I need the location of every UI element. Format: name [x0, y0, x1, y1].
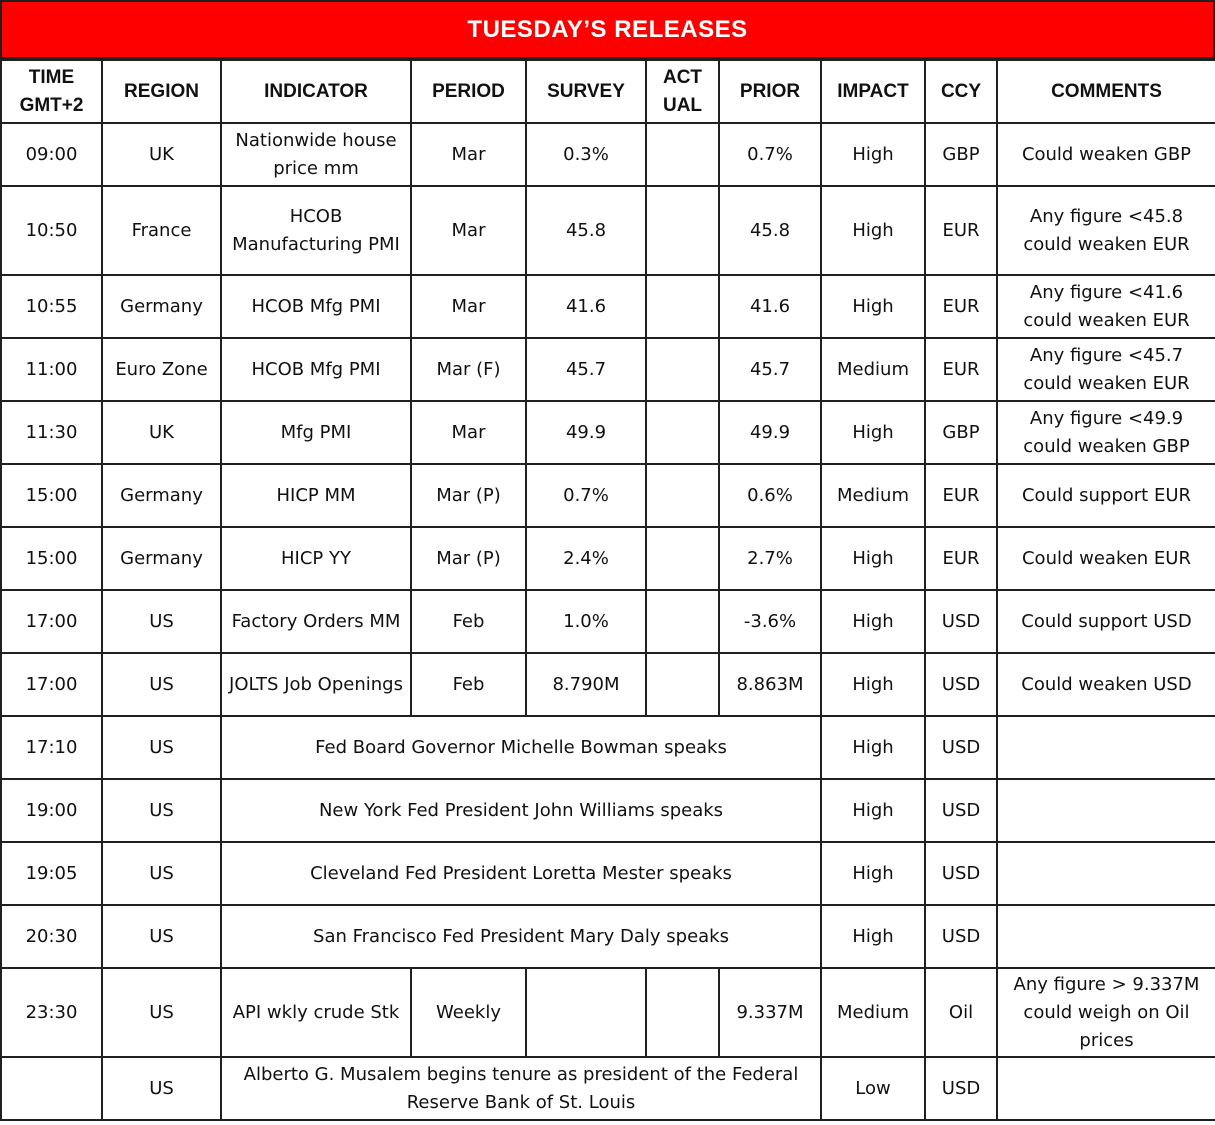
cell-time: 15:00 [1, 464, 102, 527]
cell-time [1, 1057, 102, 1120]
cell-time: 09:00 [1, 123, 102, 186]
cell-event: Cleveland Fed President Loretta Mester speaks [221, 842, 821, 905]
cell-impact: Medium [821, 338, 925, 401]
event-row [1, 842, 1215, 905]
cell-survey: 1.0% [526, 590, 646, 653]
cell-indicator: HICP YY [221, 527, 411, 590]
cell-prior: 8.863M [719, 653, 821, 716]
cell-prior: 45.7 [719, 338, 821, 401]
cell-ccy: USD [925, 653, 997, 716]
cell-impact: High [821, 186, 925, 275]
header-actual: ACT UAL [646, 60, 719, 123]
cell-actual [646, 653, 719, 716]
cell-comments [997, 779, 1215, 842]
cell-comments: Any figure <45.8 could weaken EUR [997, 186, 1215, 275]
table-row [1, 338, 1215, 401]
cell-prior: 0.6% [719, 464, 821, 527]
cell-time: 19:00 [1, 779, 102, 842]
header-impact: IMPACT [821, 60, 925, 123]
cell-survey: 49.9 [526, 401, 646, 464]
cell-region: France [102, 186, 221, 275]
cell-ccy: EUR [925, 186, 997, 275]
cell-region: US [102, 716, 221, 779]
event-row [1, 1057, 1215, 1120]
cell-indicator: Factory Orders MM [221, 590, 411, 653]
cell-impact: High [821, 123, 925, 186]
cell-impact: High [821, 590, 925, 653]
cell-comments: Any figure <49.9 could weaken GBP [997, 401, 1215, 464]
cell-region: US [102, 968, 221, 1057]
cell-comments: Any figure <41.6 could weaken EUR [997, 275, 1215, 338]
cell-time: 11:00 [1, 338, 102, 401]
cell-actual [646, 275, 719, 338]
table-row [1, 401, 1215, 464]
cell-actual [646, 123, 719, 186]
cell-indicator: HCOB Mfg PMI [221, 338, 411, 401]
cell-ccy: Oil [925, 968, 997, 1057]
cell-region: Germany [102, 527, 221, 590]
cell-region: Germany [102, 464, 221, 527]
cell-ccy: USD [925, 905, 997, 968]
cell-impact: High [821, 401, 925, 464]
cell-time: 15:00 [1, 527, 102, 590]
header-time: TIME GMT+2 [1, 60, 102, 123]
cell-actual [646, 590, 719, 653]
cell-survey: 45.8 [526, 186, 646, 275]
cell-region: US [102, 653, 221, 716]
cell-impact: High [821, 716, 925, 779]
cell-survey: 2.4% [526, 527, 646, 590]
table-row [1, 123, 1215, 186]
cell-indicator: HCOB Mfg PMI [221, 275, 411, 338]
table-row [1, 653, 1215, 716]
table-row [1, 275, 1215, 338]
cell-ccy: EUR [925, 338, 997, 401]
cell-prior: 0.7% [719, 123, 821, 186]
cell-survey: 0.7% [526, 464, 646, 527]
cell-prior: -3.6% [719, 590, 821, 653]
cell-indicator: HCOB Manufacturing PMI [221, 186, 411, 275]
cell-indicator: Nationwide house price mm [221, 123, 411, 186]
cell-indicator: API wkly crude Stk [221, 968, 411, 1057]
cell-comments [997, 905, 1215, 968]
cell-period: Mar [411, 186, 526, 275]
cell-survey [526, 968, 646, 1057]
cell-ccy: GBP [925, 401, 997, 464]
cell-comments: Could support EUR [997, 464, 1215, 527]
cell-survey: 41.6 [526, 275, 646, 338]
cell-ccy: USD [925, 590, 997, 653]
event-row [1, 716, 1215, 779]
cell-region: US [102, 590, 221, 653]
cell-ccy: USD [925, 779, 997, 842]
cell-comments: Could weaken GBP [997, 123, 1215, 186]
cell-event: New York Fed President John Williams speaks [221, 779, 821, 842]
cell-comments: Could support USD [997, 590, 1215, 653]
cell-prior: 2.7% [719, 527, 821, 590]
table-row [1, 464, 1215, 527]
cell-indicator: JOLTS Job Openings [221, 653, 411, 716]
cell-comments: Could weaken EUR [997, 527, 1215, 590]
header-indicator: INDICATOR [221, 60, 411, 123]
cell-indicator: Mfg PMI [221, 401, 411, 464]
cell-impact: High [821, 653, 925, 716]
cell-period: Mar (P) [411, 464, 526, 527]
cell-survey: 8.790M [526, 653, 646, 716]
cell-actual [646, 527, 719, 590]
cell-event: Alberto G. Musalem begins tenure as president of the Federal Reserve Bank of St. Louis [221, 1057, 821, 1120]
cell-indicator: HICP MM [221, 464, 411, 527]
cell-region: UK [102, 401, 221, 464]
table-row [1, 186, 1215, 275]
cell-impact: Medium [821, 464, 925, 527]
header-prior: PRIOR [719, 60, 821, 123]
cell-actual [646, 338, 719, 401]
cell-period: Mar [411, 401, 526, 464]
cell-period: Weekly [411, 968, 526, 1057]
cell-actual [646, 401, 719, 464]
cell-time: 19:05 [1, 842, 102, 905]
cell-ccy: USD [925, 842, 997, 905]
cell-comments [997, 1057, 1215, 1120]
cell-region: US [102, 779, 221, 842]
cell-impact: High [821, 842, 925, 905]
cell-period: Mar (P) [411, 527, 526, 590]
cell-survey: 0.3% [526, 123, 646, 186]
cell-impact: High [821, 275, 925, 338]
table-row [1, 590, 1215, 653]
event-row [1, 779, 1215, 842]
cell-actual [646, 464, 719, 527]
cell-time: 23:30 [1, 968, 102, 1057]
cell-prior: 9.337M [719, 968, 821, 1057]
table-row [1, 527, 1215, 590]
cell-prior: 41.6 [719, 275, 821, 338]
cell-time: 10:55 [1, 275, 102, 338]
cell-time: 10:50 [1, 186, 102, 275]
cell-period: Feb [411, 590, 526, 653]
cell-period: Mar [411, 275, 526, 338]
cell-period: Mar (F) [411, 338, 526, 401]
cell-impact: Medium [821, 968, 925, 1057]
cell-comments: Any figure <45.7 could weaken EUR [997, 338, 1215, 401]
cell-ccy: USD [925, 1057, 997, 1120]
cell-ccy: EUR [925, 464, 997, 527]
cell-event: Fed Board Governor Michelle Bowman speaks [221, 716, 821, 779]
table-header [1, 60, 1215, 123]
table-row [1, 968, 1215, 1057]
cell-prior: 45.8 [719, 186, 821, 275]
cell-time: 17:10 [1, 716, 102, 779]
cell-ccy: USD [925, 716, 997, 779]
cell-ccy: GBP [925, 123, 997, 186]
cell-region: US [102, 1057, 221, 1120]
cell-impact: High [821, 779, 925, 842]
cell-comments [997, 842, 1215, 905]
cell-prior: 49.9 [719, 401, 821, 464]
cell-actual [646, 968, 719, 1057]
releases-table [0, 59, 1215, 1121]
page-title: TUESDAY’S RELEASES [0, 0, 1215, 59]
cell-time: 17:00 [1, 590, 102, 653]
cell-comments: Any figure > 9.337M could weigh on Oil prices [997, 968, 1215, 1057]
cell-event: San Francisco Fed President Mary Daly speaks [221, 905, 821, 968]
cell-comments: Could weaken USD [997, 653, 1215, 716]
cell-survey: 45.7 [526, 338, 646, 401]
cell-time: 20:30 [1, 905, 102, 968]
header-ccy: CCY [925, 60, 997, 123]
cell-comments [997, 716, 1215, 779]
cell-time: 17:00 [1, 653, 102, 716]
header-period: PERIOD [411, 60, 526, 123]
cell-region: Germany [102, 275, 221, 338]
cell-region: US [102, 905, 221, 968]
cell-ccy: EUR [925, 275, 997, 338]
event-row [1, 905, 1215, 968]
cell-impact: High [821, 527, 925, 590]
header-region: REGION [102, 60, 221, 123]
table-body [1, 123, 1215, 1120]
cell-period: Feb [411, 653, 526, 716]
header-survey: SURVEY [526, 60, 646, 123]
cell-region: US [102, 842, 221, 905]
cell-time: 11:30 [1, 401, 102, 464]
cell-actual [646, 186, 719, 275]
cell-ccy: EUR [925, 527, 997, 590]
cell-region: UK [102, 123, 221, 186]
cell-impact: High [821, 905, 925, 968]
cell-impact: Low [821, 1057, 925, 1120]
cell-region: Euro Zone [102, 338, 221, 401]
header-comments: COMMENTS [997, 60, 1215, 123]
cell-period: Mar [411, 123, 526, 186]
